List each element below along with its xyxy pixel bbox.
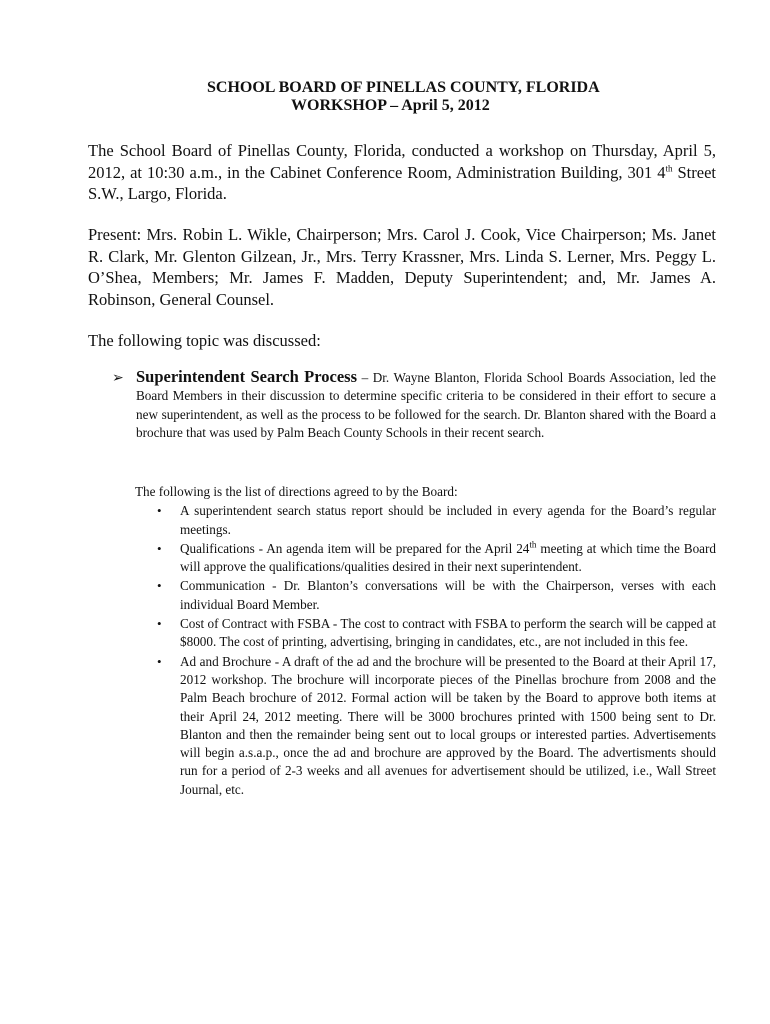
topic-body	[136, 368, 716, 442]
topic-heading: Superintendent Search Process	[136, 367, 358, 386]
list-item-text-end: meeting at which time the Board will approve the qualifications/qualities desired in their next superintendent.	[180, 540, 716, 575]
list-item	[135, 653, 716, 799]
topic-intro: The following topic was discussed:	[88, 331, 321, 350]
list-item-text: Qualifications - An agenda item will be prepared for the April 24	[180, 540, 530, 556]
intro-superscript: th	[665, 163, 673, 173]
document-subtitle: WORKSHOP – April 5, 2012	[291, 97, 490, 114]
bullet-icon: •	[157, 616, 162, 632]
bullet-icon: •	[157, 653, 162, 669]
topic-item	[112, 368, 716, 442]
directions-intro: The following is the list of directions agreed to by the Board:	[135, 484, 458, 499]
list-item	[135, 615, 716, 652]
list-item	[135, 577, 716, 614]
bullet-icon: •	[157, 503, 162, 519]
intro-text: The School Board of Pinellas County, Florida, conducted a workshop on Thursday, April 5, 2012, at 10:30 a.m., in the Cabinet Conference Room, Administration Building, 301 4	[88, 141, 716, 182]
present-paragraph: Present: Mrs. Robin L. Wikle, Chairperson; Mrs. Carol J. Cook, Vice Chairperson; Ms. Janet R. Clark, Mr. Glenton Gilzean, Jr., Mrs. Terry Krassner, Mrs. Linda S. Lerner, Mrs. Peggy L. O’Shea, Members; Mr. James F. Madden, Deputy Superintendent; and, Mr. James A. Robinson, General Counsel.	[88, 225, 716, 309]
topic-description: – Dr. Wayne Blanton, Florida School Boards Association, led the Board Members in their discussion to determine specific criteria to be considered in their effort to secure a new superintendent, as well as the process to be followed for the search. Dr. Blanton shared with the Board a brochure that was used by Palm Beach County Schools in their recent search.	[136, 370, 716, 440]
document-title: SCHOOL BOARD OF PINELLAS COUNTY, FLORIDA	[207, 79, 600, 96]
list-item-text: Communication - Dr. Blanton’s conversations will be with the Chairperson, verses with each individual Board Member.	[180, 578, 716, 612]
list-item-text: Cost of Contract with FSBA - The cost to contract with FSBA to perform the search will be capped at $8000. The cost of printing, advertising, bringing in candidates, etc., are not included in this fee.	[180, 616, 716, 650]
bullet-icon: •	[157, 540, 162, 556]
list-item-text: Ad and Brochure - A draft of the ad and the brochure will be presented to the Board at their April 17, 2012 workshop. The brochure will incorporate pieces of the Pinellas brochure from 2008 and the Palm Beach brochure of 2012. Formal action will be taken by the Board to approve both items at their April 24, 2012 meeting. There will be 3000 brochures printed with 1500 being sent to Dr. Blanton and then the remainder being sent out to local groups or interested parties. Advertisements will begin a.s.a.p., once the ad and brochure are approved by the Board. The advertisments should run for a period of 2-3 weeks and all avenues for advertisement should be utilized, i.e., Wall Street Journal, etc.	[180, 653, 716, 797]
intro-text-end: Street S.W., Largo, Florida.	[88, 162, 716, 203]
bullet-icon: •	[157, 578, 162, 594]
intro-paragraph	[88, 140, 716, 205]
list-item-text: A superintendent search status report should be included in every agenda for the Board’s regular meetings.	[180, 503, 716, 537]
directions-list	[135, 502, 716, 799]
list-item	[135, 502, 716, 539]
arrow-bullet-icon: ➢	[112, 371, 124, 386]
list-item-superscript: th	[529, 539, 537, 550]
directions-section	[135, 483, 716, 800]
list-item	[135, 540, 716, 577]
